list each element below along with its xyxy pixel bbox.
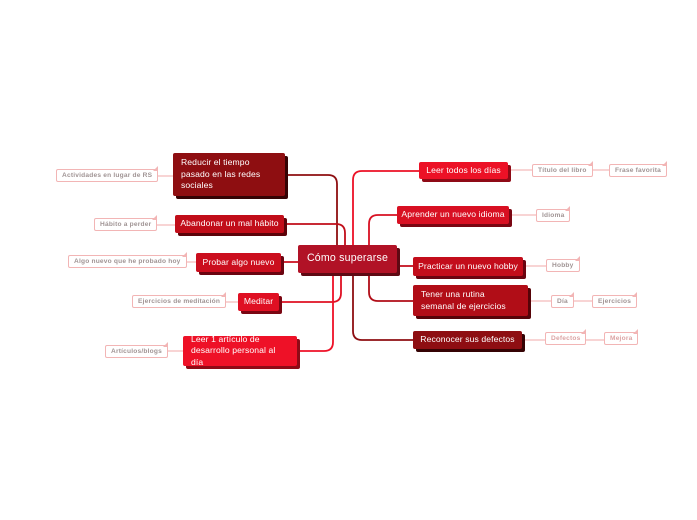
fold-notch-icon [581,329,586,334]
topic-tener[interactable] [413,285,528,316]
floating-label-text: Hobby [552,262,574,269]
fold-notch-icon [633,329,638,334]
topic-label: Aprender un nuevo idioma [401,209,505,220]
floating-label-mejora[interactable] [604,332,638,345]
fold-notch-icon [153,166,158,171]
wire-meditar [279,273,341,302]
floating-label-dia[interactable] [551,295,574,308]
wire-reducir [285,175,337,246]
topic-leer1[interactable] [183,333,297,367]
floating-label-text: Título del libro [538,167,587,174]
topic-label: Reducir el tiempo pasado en las redes sociales [181,157,261,191]
floating-label-text: Actividades en lugar de RS [62,172,153,179]
floating-label-defectos[interactable] [545,332,586,345]
wire-abandonar [284,224,345,246]
floating-label-text: Ejercicios de meditación [138,298,221,305]
fold-notch-icon [575,256,580,261]
floating-label-algonuevo[interactable] [68,255,187,268]
floating-label-actividades[interactable] [56,169,158,182]
topic-practicar[interactable] [413,257,523,276]
fold-notch-icon [221,292,226,297]
floating-label-text: Algo nuevo que he probado hoy [74,258,181,265]
topic-label: Practicar un nuevo hobby [418,260,518,271]
fold-notch-icon [163,342,168,347]
topic-label: Leer 1 artículo de desarrollo personal al día [191,333,276,367]
floating-label-text: Defectos [551,335,581,342]
topic-abandonar[interactable] [175,215,284,233]
wire-leer1 [297,273,333,351]
wire-aprender [369,215,397,246]
floating-label-text: Mejora [610,335,633,342]
floating-label-text: Frase favorita [615,167,662,174]
floating-label-idioma[interactable] [536,209,570,222]
topic-leertodos[interactable] [419,162,508,179]
topic-meditar[interactable] [238,293,279,311]
fold-notch-icon [588,161,593,166]
floating-label-text: Artículos/blogs [111,348,162,355]
floating-label-habito[interactable] [94,218,157,231]
wire-reconocer [353,273,413,340]
topic-label: Tener una rutina semanal de ejercicios [421,289,506,311]
topic-label: Abandonar un mal hábito [180,218,279,229]
floating-label-text: Hábito a perder [100,221,152,228]
fold-notch-icon [569,292,574,297]
topic-label: Leer todos los días [426,164,501,175]
fold-notch-icon [662,161,667,166]
fold-notch-icon [152,215,157,220]
floating-label-frase[interactable] [609,164,667,177]
topic-label: Meditar [243,296,274,307]
floating-label-text: Idioma [542,212,565,219]
floating-label-hobby[interactable] [546,259,580,272]
root-topic-central[interactable] [298,245,397,273]
wire-tener [369,273,413,301]
fold-notch-icon [182,252,187,257]
fold-notch-icon [565,206,570,211]
topic-reconocer[interactable] [413,331,522,349]
floating-label-ejercmed[interactable] [132,295,226,308]
floating-label-ejercicios[interactable] [592,295,637,308]
floating-label-text: Ejercicios [598,298,632,305]
topic-label: Cómo superarse [306,252,389,265]
topic-label: Reconocer sus defectos [420,334,515,345]
floating-label-articulos[interactable] [105,345,168,358]
fold-notch-icon [632,292,637,297]
topic-probar[interactable] [196,253,281,272]
topic-label: Probar algo nuevo [202,256,275,267]
floating-label-titulo[interactable] [532,164,593,177]
floating-label-text: Día [557,298,568,305]
topic-aprender[interactable] [397,206,509,224]
topic-reducir[interactable] [173,153,285,196]
